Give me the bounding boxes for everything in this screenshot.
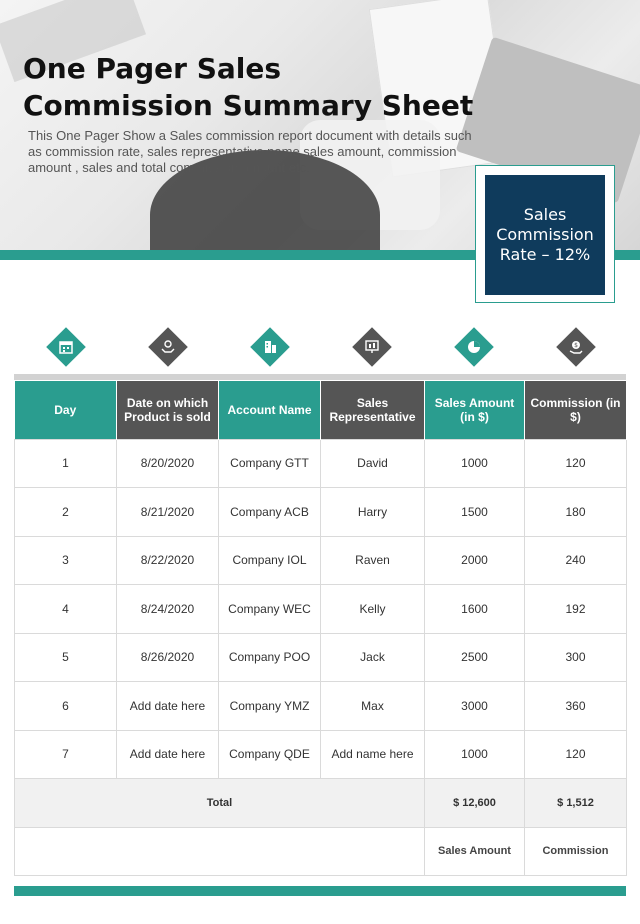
cell-account: Company GTT — [219, 439, 321, 488]
column-header-account: Account Name — [219, 381, 321, 439]
column-header-day: Day — [15, 381, 117, 439]
table-row — [15, 633, 627, 682]
column-header-date: Date on which Product is sold — [117, 381, 219, 439]
cell-account: Company WEC — [219, 585, 321, 634]
cell-commission: 300 — [525, 633, 627, 682]
cell-commission: 120 — [525, 730, 627, 779]
cell-account: Company YMZ — [219, 682, 321, 731]
page-title — [23, 50, 493, 124]
cell-commission: 192 — [525, 585, 627, 634]
cell-representative: Harry — [321, 488, 425, 537]
table-row — [15, 730, 627, 779]
total-commission: $ 1,512 — [525, 779, 627, 828]
cell-commission: 180 — [525, 488, 627, 537]
column-header-sales-amount: Sales Amount (in $) — [425, 381, 525, 439]
column-header-commission: Commission (in $) — [525, 381, 627, 439]
cell-sales-amount: 1000 — [425, 730, 525, 779]
cell-date: 8/24/2020 — [117, 585, 219, 634]
cell-sales-amount: 1000 — [425, 439, 525, 488]
money-bag-hand-icon — [556, 327, 596, 367]
cell-representative: Max — [321, 682, 425, 731]
title-line: One Pager Sales — [23, 52, 282, 85]
pie-chart-icon — [454, 327, 494, 367]
cell-date: 8/21/2020 — [117, 488, 219, 537]
page-description: This One Pager Show a Sales commission report document with details such as commission rate, sales representative name sales amount, commission amount , sales and total commission amount etc. — [28, 128, 472, 175]
cell-commission: 240 — [525, 536, 627, 585]
cell-sales-amount: 1600 — [425, 585, 525, 634]
cell-sales-amount: 3000 — [425, 682, 525, 731]
cell-date: 8/22/2020 — [117, 536, 219, 585]
cell-date: 8/20/2020 — [117, 439, 219, 488]
cell-day: 1 — [15, 439, 117, 488]
cell-day: 5 — [15, 633, 117, 682]
cell-date: Add date here — [117, 682, 219, 731]
cell-account: Company QDE — [219, 730, 321, 779]
cell-sales-amount: 2000 — [425, 536, 525, 585]
table-row — [15, 585, 627, 634]
cell-account: Company POO — [219, 633, 321, 682]
cell-sales-amount: 2500 — [425, 633, 525, 682]
total-label: Total — [15, 779, 425, 828]
cell-sales-amount: 1500 — [425, 488, 525, 537]
column-header-representative: Sales Representative — [321, 381, 425, 439]
hand-money-icon — [148, 327, 188, 367]
svg-text:$: $ — [574, 342, 578, 349]
commission-rate-label: Sales Commission Rate – 12% — [485, 175, 605, 295]
table-row — [15, 536, 627, 585]
cell-day: 2 — [15, 488, 117, 537]
cell-representative: Jack — [321, 633, 425, 682]
cell-commission: 360 — [525, 682, 627, 731]
commission-table — [14, 381, 627, 876]
cell-date: 8/26/2020 — [117, 633, 219, 682]
footer-band — [14, 886, 626, 896]
cell-account: Company ACB — [219, 488, 321, 537]
total-sales-amount: $ 12,600 — [425, 779, 525, 828]
table-row — [15, 439, 627, 488]
table-header-row — [15, 381, 627, 439]
cell-commission: 120 — [525, 439, 627, 488]
title-line: Commission Summary Sheet — [23, 89, 474, 122]
cell-day: 4 — [15, 585, 117, 634]
cell-account: Company IOL — [219, 536, 321, 585]
table-total-row — [15, 779, 627, 828]
footer-sales-label: Sales Amount — [425, 827, 525, 876]
cell-representative: Add name here — [321, 730, 425, 779]
cell-day: 6 — [15, 682, 117, 731]
cell-representative: Raven — [321, 536, 425, 585]
table-row — [15, 682, 627, 731]
cell-day: 7 — [15, 730, 117, 779]
building-icon — [250, 327, 290, 367]
table-top-divider — [14, 374, 626, 380]
commission-rate-card — [475, 165, 615, 303]
footer-commission-label: Commission — [525, 827, 627, 876]
footer-blank-cell — [15, 827, 425, 876]
cell-day: 3 — [15, 536, 117, 585]
table-footer-row — [15, 827, 627, 876]
presentation-icon — [352, 327, 392, 367]
cell-representative: David — [321, 439, 425, 488]
table-row — [15, 488, 627, 537]
cell-representative: Kelly — [321, 585, 425, 634]
cell-date: Add date here — [117, 730, 219, 779]
calendar-icon — [46, 327, 86, 367]
